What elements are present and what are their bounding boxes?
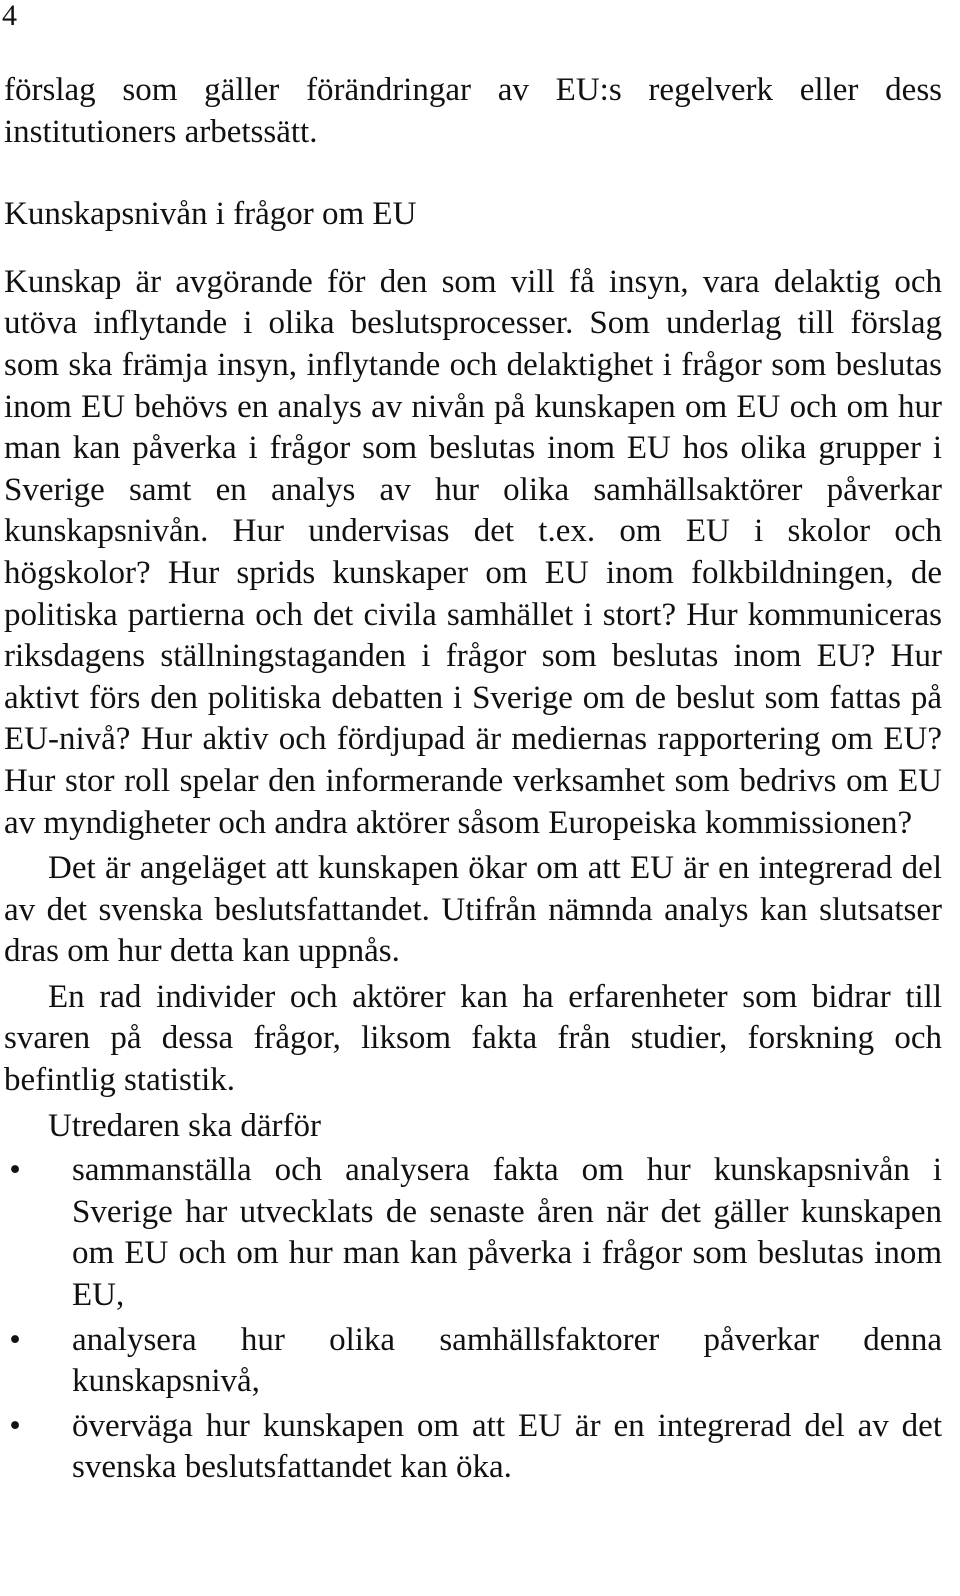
bullet-icon: • [9,1407,21,1444]
task-list [4,1150,942,1489]
section-heading: Kunskapsnivån i frågor om EU [4,196,417,233]
list-item [4,1320,942,1403]
page-number: 4 [2,0,17,32]
list-item [4,1406,942,1489]
paragraph-tasks-intro: Utredaren ska därför [48,1107,322,1144]
bullet-icon: • [9,1152,21,1189]
list-item-text: analysera hur olika samhällsfaktorer påverkar denna kunskapsnivå, [72,1321,942,1400]
list-item-text: överväga hur kunskapen om att EU är en integrerad del av det svenska beslutsfattandet kan öka. [72,1407,942,1486]
paragraph-experiences: En rad individer och aktörer kan ha erfarenheter som bidrar till svaren på dessa frågor, liksom fakta från studier, forskning och befintlig statistik. [4,978,942,1099]
paragraph-importance: Det är angeläget att kunskapen ökar om att EU är en integrerad del av det svenska beslutsfattandet. Utifrån nämnda analys kan slutsatser dras om hur detta kan uppnås. [4,850,942,970]
paragraph-knowledge: Kunskap är avgörande för den som vill få insyn, vara delaktig och utöva inflytande i olika beslutsprocesser. Som underlag till förslag som ska främja insyn, inflytande och delaktighet i frågor som beslutas inom EU behövs en analys av nivån på kunskapen om EU och om hur man kan påverka i frågor som beslutas inom EU hos olika grupper i Sverige samt en analys av hur olika samhällsaktörer påverkar kunskapsnivån. Hur undervisas det t.ex. om EU i skolor och högskolor? Hur sprids kunskaper om EU inom folkbildningen, de politiska partierna och det civila samhället i stort? Hur kommuniceras riksdagens ställningstaganden i frågor som beslutas inom EU? Hur aktivt förs den politiska debatten i Sverige om de beslut som fattas på EU-nivå? Hur aktiv och fördjupad är mediernas rapportering om EU? Hur stor roll spelar den informerande verksamhet som bedrivs om EU av myndigheter och andra aktörer såsom Europeiska kommissionen? [4,263,942,841]
bullet-icon: • [9,1321,21,1358]
paragraph-continuation: förslag som gäller förändringar av EU:s regelverk eller dess institutioners arbetssätt. [4,72,942,150]
list-item-text: sammanställa och analysera fakta om hur kunskapsnivån i Sverige har utvecklats de senaste åren när det gäller kunskapen om EU och om hur man kan påverka i frågor som beslutas inom EU, [72,1152,942,1314]
list-item [4,1150,942,1316]
body-text [4,70,942,1489]
